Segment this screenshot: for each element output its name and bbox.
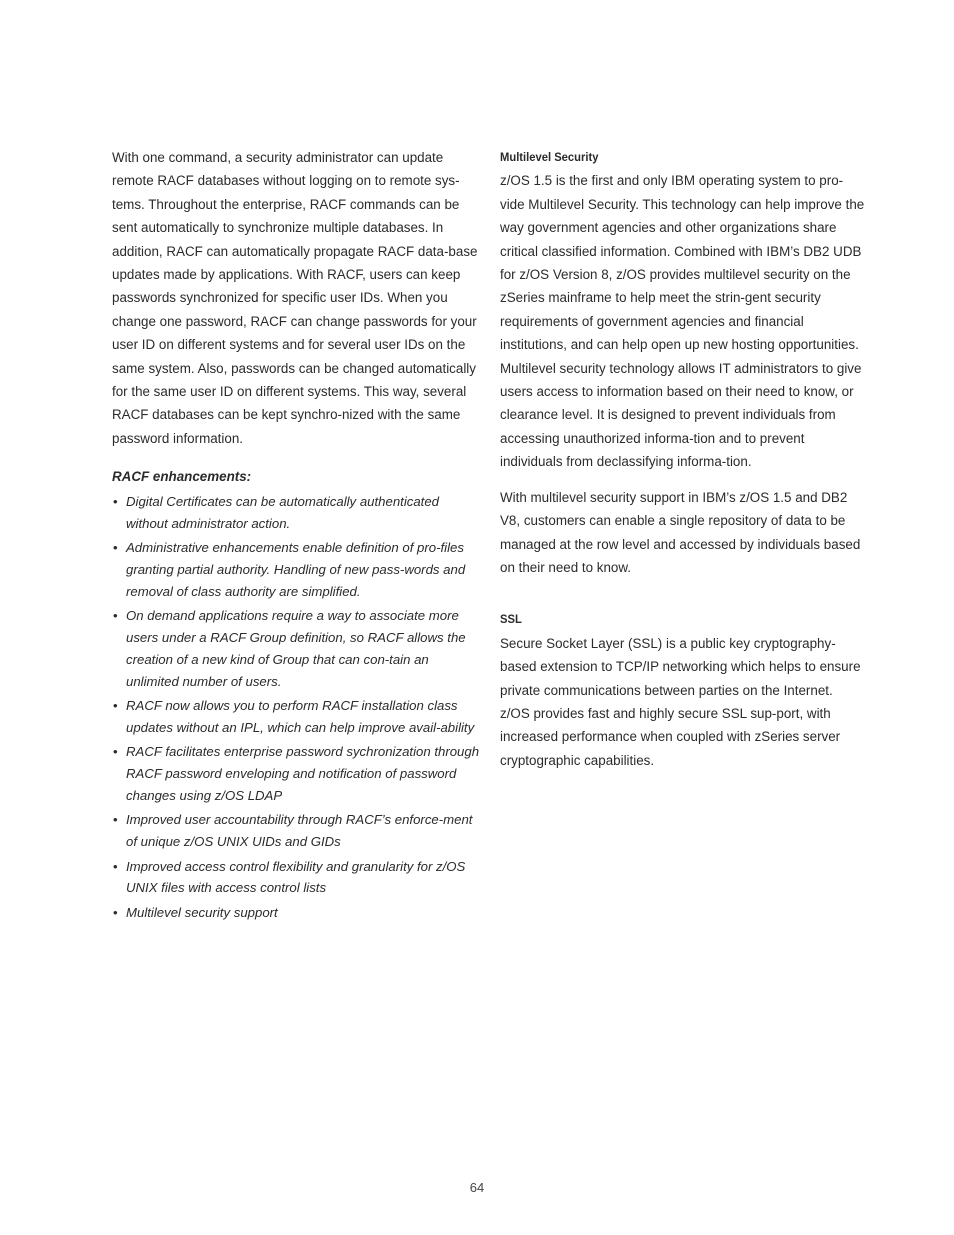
list-item: • RACF facilitates enterprise password sychronization through RACF password enveloping and notification of password changes using z/OS LDAP	[112, 741, 484, 807]
list-item: • RACF now allows you to perform RACF installation class updates without an IPL, which can help improve avail-ability	[112, 695, 484, 739]
list-item: • Digital Certificates can be automatically authenticated without administrator action.	[112, 491, 484, 535]
ssl-paragraph: Secure Socket Layer (SSL) is a public key cryptography-based extension to TCP/IP networking which helps to ensure private communications between parties on the Internet. z/OS provides fast and highly secure SSL sup-port, with increased performance when coupled with zSeries server cryptographic capabilities.	[500, 635, 861, 768]
list-item: • Administrative enhancements enable definition of pro-files granting partial authority. Handling of new pass-words and removal of class authority are simplified.	[112, 537, 484, 603]
racf-enhancements-heading: RACF enhancements:	[112, 469, 252, 485]
list-item: • On demand applications require a way to associate more users under a RACF Group definition, so RACF allows the creation of a new kind of Group that can con-tain an unlimited number of users.	[112, 605, 484, 693]
ssl-heading: SSL	[500, 612, 522, 627]
list-item: • Multilevel security support	[112, 902, 484, 924]
multilevel-paragraph-2: With multilevel security support in IBM’s z/OS 1.5 and DB2 V8, customers can enable a single repository of data to be managed at the row level and accessed by individuals based on their need to know.	[500, 489, 861, 575]
right-column	[500, 146, 866, 772]
intro-paragraph: With one command, a security administrator can update remote RACF databases without logging on to remote sys-tems. Throughout the enterprise, RACF commands can be sent automatically to synchronize multiple databases. In addition, RACF can automatically propagate RACF data-base updates made by applications. With RACF, users can keep passwords synchronized for specific user IDs. When you change one password, RACF can change passwords for your user ID on different systems and for several user IDs on the same system. Also, passwords can be changed automatically for the same user ID on different systems. This way, several RACF databases can be kept synchro-nized with the same password information.	[112, 150, 478, 446]
multilevel-paragraph-1: z/OS 1.5 is the first and only IBM operating system to pro-vide Multilevel Security. This technology can help improve the way government agencies and other organizations share critical classified information. Combined with IBM’s DB2 UDB for z/OS Version 8, z/OS provides multilevel security on the zSeries mainframe to help meet the strin-gent security requirements of government agencies and financial institutions, and can help open up new hosting opportunities. Multilevel security technology allows IT administrators to give users access to information based on their need to know, or clearance level. It is designed to prevent individuals from accessing unauthorized informa-tion and to prevent individuals from declassifying informa-tion.	[500, 173, 865, 470]
enhancements-list	[112, 491, 484, 924]
list-item: • Improved user accountability through RACF’s enforce-ment of unique z/OS UNIX UIDs and GIDs	[112, 809, 484, 853]
list-item: • Improved access control flexibility and granularity for z/OS UNIX files with access control lists	[112, 856, 484, 900]
page-number: 64	[469, 1180, 485, 1195]
multilevel-security-heading: Multilevel Security	[500, 150, 599, 164]
left-column	[112, 146, 484, 926]
